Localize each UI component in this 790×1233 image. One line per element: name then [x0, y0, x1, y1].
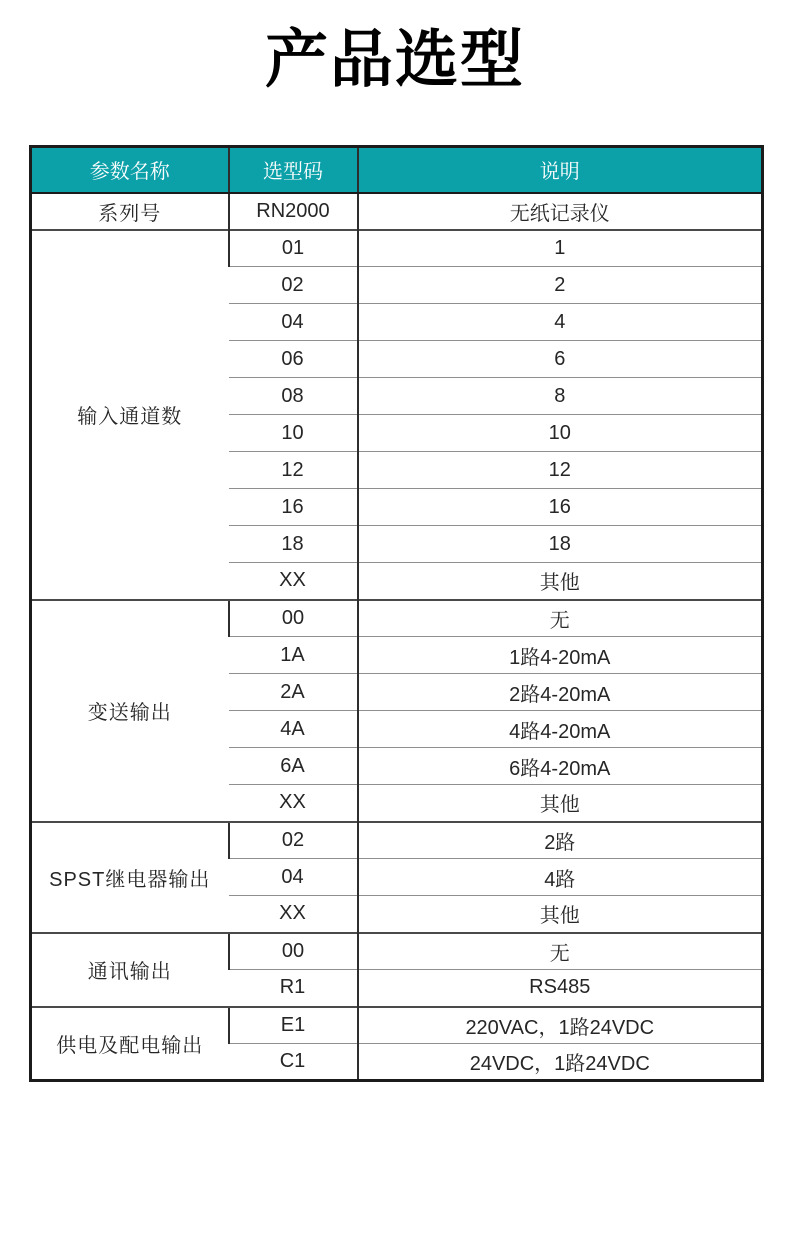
description-cell: 无 [358, 600, 763, 637]
selection-code-cell: 04 [229, 304, 358, 341]
description-cell: 12 [358, 452, 763, 489]
selection-code-cell: R1 [229, 970, 358, 1007]
description-cell: 6路4-20mA [358, 748, 763, 785]
selection-code-cell: 02 [229, 267, 358, 304]
description-cell: 6 [358, 341, 763, 378]
description-cell: 无纸记录仪 [358, 193, 763, 230]
selection-code-cell: XX [229, 785, 358, 822]
selection-code-cell: 00 [229, 600, 358, 637]
description-cell: 10 [358, 415, 763, 452]
selection-code-cell: 10 [229, 415, 358, 452]
description-cell: 1路4-20mA [358, 637, 763, 674]
selection-code-cell: RN2000 [229, 193, 358, 230]
product-selection-table-container [29, 145, 761, 1082]
selection-code-cell: C1 [229, 1044, 358, 1081]
description-cell: 18 [358, 526, 763, 563]
selection-table-body [31, 193, 763, 1081]
param-name-cell: 供电及配电输出 [31, 1007, 229, 1081]
description-cell: 24VDC，1路24VDC [358, 1044, 763, 1081]
table-header-row [31, 147, 763, 193]
description-cell: 8 [358, 378, 763, 415]
selection-code-cell: 12 [229, 452, 358, 489]
selection-code-cell: 18 [229, 526, 358, 563]
selection-code-cell: 04 [229, 859, 358, 896]
selection-code-cell: E1 [229, 1007, 358, 1044]
selection-code-cell: 16 [229, 489, 358, 526]
header-param-name: 参数名称 [31, 147, 229, 193]
description-cell: 2路4-20mA [358, 674, 763, 711]
selection-code-cell: 00 [229, 933, 358, 970]
header-description: 说明 [358, 147, 763, 193]
header-selection-code: 选型码 [229, 147, 358, 193]
selection-code-cell: 01 [229, 230, 358, 267]
selection-code-cell: 08 [229, 378, 358, 415]
description-cell: 其他 [358, 785, 763, 822]
description-cell: 4路4-20mA [358, 711, 763, 748]
table-row [31, 1007, 763, 1044]
description-cell: 1 [358, 230, 763, 267]
description-cell: 220VAC，1路24VDC [358, 1007, 763, 1044]
description-cell: 其他 [358, 896, 763, 933]
selection-code-cell: XX [229, 563, 358, 600]
description-cell: 16 [358, 489, 763, 526]
param-name-cell: SPST继电器输出 [31, 822, 229, 933]
description-cell: 无 [358, 933, 763, 970]
table-row [31, 933, 763, 970]
table-row [31, 600, 763, 637]
table-row [31, 822, 763, 859]
description-cell: RS485 [358, 970, 763, 1007]
product-selection-table [29, 145, 764, 1082]
description-cell: 4 [358, 304, 763, 341]
param-name-cell: 通讯输出 [31, 933, 229, 1007]
param-name-cell: 系列号 [31, 193, 229, 230]
selection-code-cell: XX [229, 896, 358, 933]
description-cell: 其他 [358, 563, 763, 600]
page-title: 产品选型 [265, 25, 525, 95]
table-row [31, 230, 763, 267]
selection-code-cell: 02 [229, 822, 358, 859]
param-name-cell: 变送输出 [31, 600, 229, 822]
description-cell: 2 [358, 267, 763, 304]
selection-code-cell: 06 [229, 341, 358, 378]
description-cell: 4路 [358, 859, 763, 896]
selection-code-cell: 4A [229, 711, 358, 748]
param-name-cell: 输入通道数 [31, 230, 229, 600]
description-cell: 2路 [358, 822, 763, 859]
selection-code-cell: 6A [229, 748, 358, 785]
selection-code-cell: 1A [229, 637, 358, 674]
table-row [31, 193, 763, 230]
selection-code-cell: 2A [229, 674, 358, 711]
